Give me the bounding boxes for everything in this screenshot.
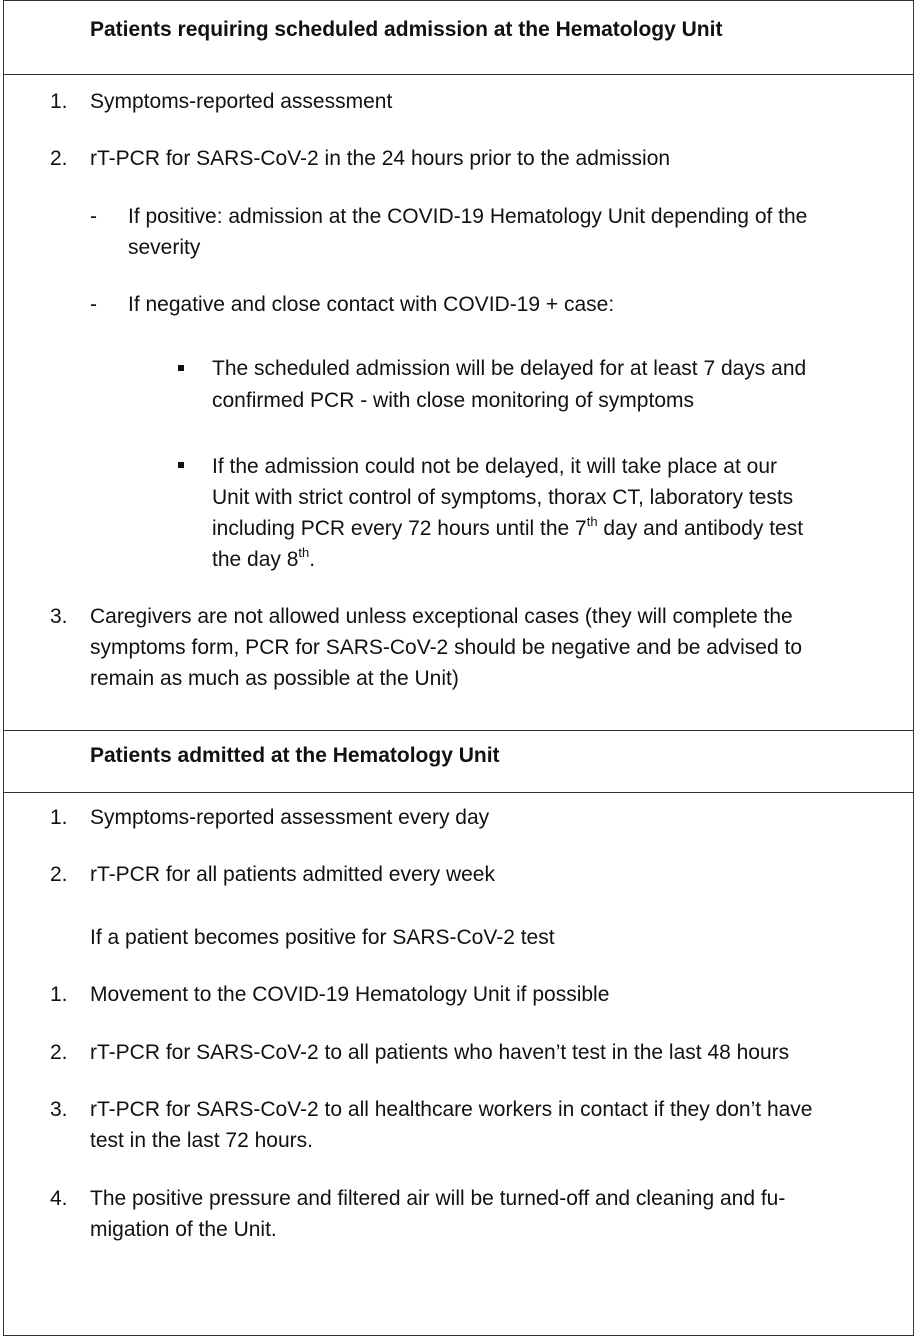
square-bullet-icon: [178, 365, 184, 371]
divider: [3, 730, 914, 731]
list-item: severity: [128, 236, 201, 259]
list-number: 1.: [50, 90, 68, 113]
list-number: 3.: [50, 1098, 68, 1121]
list-item: rT-PCR for SARS-CoV-2 to all patients who haven’t test in the last 48 hours: [90, 1041, 790, 1064]
list-item: If the admission could not be delayed, it will take place at our: [212, 455, 777, 478]
dash-marker: -: [90, 293, 97, 316]
list-item: remain as much as possible at the Unit): [90, 667, 459, 690]
section2-heading: Patients admitted at the Hematology Unit: [90, 744, 500, 767]
list-number: 2.: [50, 863, 68, 886]
list-item: the day 8th.: [212, 545, 316, 571]
section1-heading: Patients requiring scheduled admission at the Hematology Unit: [90, 18, 723, 41]
divider: [3, 792, 914, 793]
list-number: 2.: [50, 1041, 68, 1064]
list-item: rT-PCR for all patients admitted every week: [90, 863, 495, 886]
list-item: rT-PCR for SARS-CoV-2 in the 24 hours prior to the admission: [90, 147, 671, 170]
list-item: migation of the Unit.: [90, 1218, 277, 1241]
list-item: The scheduled admission will be delayed for at least 7 days and: [212, 357, 807, 380]
subheading: If a patient becomes positive for SARS-CoV-2 test: [90, 926, 555, 949]
list-number: 4.: [50, 1187, 68, 1210]
list-item: including PCR every 72 hours until the 7th day and antibody test: [212, 514, 804, 540]
list-item: Symptoms-reported assessment: [90, 90, 393, 113]
list-number: 1.: [50, 983, 68, 1006]
list-item: Symptoms-reported assessment every day: [90, 806, 490, 829]
list-item: symptoms form, PCR for SARS-CoV-2 should be negative and be advised to: [90, 636, 803, 659]
list-item: Unit with strict control of symptoms, thorax CT, laboratory tests: [212, 486, 794, 509]
list-item: Movement to the COVID-19 Hematology Unit if possible: [90, 983, 610, 1006]
list-item: Caregivers are not allowed unless exceptional cases (they will complete the: [90, 605, 793, 628]
list-item: rT-PCR for SARS-CoV-2 to all healthcare workers in contact if they don’t have: [90, 1098, 813, 1121]
list-item: test in the last 72 hours.: [90, 1129, 313, 1152]
square-bullet-icon: [178, 462, 184, 468]
list-number: 3.: [50, 605, 68, 628]
list-number: 2.: [50, 147, 68, 170]
list-item: If negative and close contact with COVID-19 + case:: [128, 293, 615, 316]
list-item: The positive pressure and filtered air will be turned-off and cleaning and fu-: [90, 1187, 786, 1210]
list-item: confirmed PCR - with close monitoring of symptoms: [212, 389, 694, 412]
list-item: If positive: admission at the COVID-19 Hematology Unit depending of the: [128, 205, 808, 228]
dash-marker: -: [90, 205, 97, 228]
divider: [3, 74, 914, 75]
list-number: 1.: [50, 806, 68, 829]
